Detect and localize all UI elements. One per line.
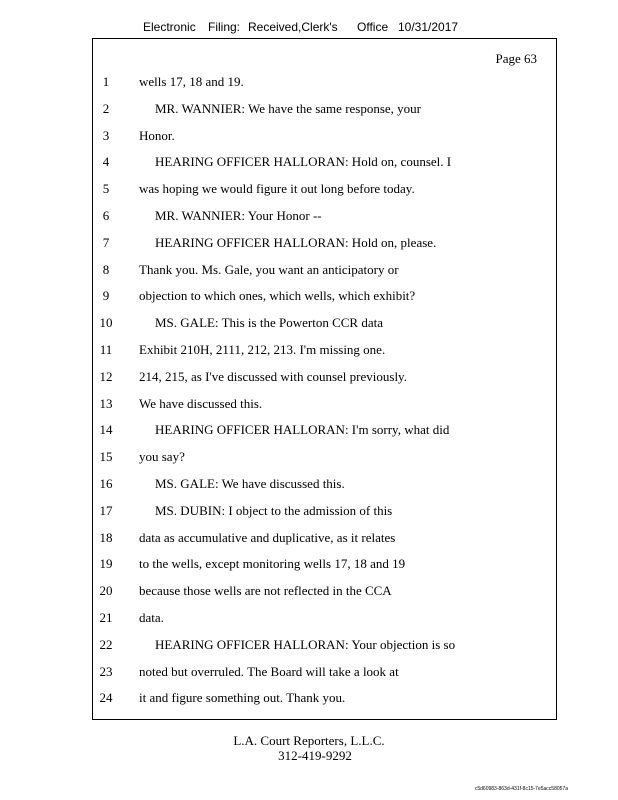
transcript-lines bbox=[93, 69, 556, 712]
filing-stamp-header bbox=[0, 20, 618, 38]
filing-stamp-part: Received,Clerk's bbox=[248, 20, 338, 34]
filing-stamp-date: 10/31/2017 bbox=[398, 20, 459, 34]
line-number: 15 bbox=[99, 449, 113, 465]
transcript-line bbox=[93, 337, 556, 364]
court-reporter-name: L.A. Court Reporters, L.L.C. bbox=[233, 733, 385, 748]
line-text: objection to which ones, which wells, which exhibit? bbox=[139, 288, 416, 304]
line-text: wells 17, 18 and 19. bbox=[139, 74, 244, 89]
court-reporter-phone: 312-419-9292 bbox=[278, 748, 352, 763]
transcript-line bbox=[93, 310, 556, 337]
line-number: 7 bbox=[102, 234, 110, 250]
line-text: HEARING OFFICER HALLORAN: Your objection is so bbox=[155, 636, 456, 652]
line-text: MR. WANNIER: We have the same response, your bbox=[155, 100, 422, 116]
line-text: Thank you. Ms. Gale, you want an anticipatory or bbox=[139, 261, 399, 277]
transcript-line bbox=[93, 551, 556, 578]
line-number: 20 bbox=[99, 583, 113, 599]
line-text: Exhibit 210H, 2111, 212, 213. I'm missing one. bbox=[139, 341, 386, 357]
transcript-line bbox=[93, 283, 556, 310]
line-number: 24 bbox=[99, 690, 113, 706]
transcript-line bbox=[93, 525, 556, 552]
line-text: 214, 215, as I've discussed with counsel previously. bbox=[139, 368, 407, 384]
filing-stamp-part: Filing: bbox=[208, 20, 241, 34]
line-text: noted but overruled. The Board will take a look at bbox=[139, 663, 399, 679]
transcript-line bbox=[93, 203, 556, 230]
transcript-line bbox=[93, 149, 556, 176]
line-number: 4 bbox=[102, 154, 110, 170]
line-number: 6 bbox=[102, 207, 110, 223]
transcript-line bbox=[93, 69, 556, 96]
line-text: HEARING OFFICER HALLORAN: I'm sorry, what did bbox=[155, 422, 450, 438]
line-text: MS. GALE: This is the Powerton CCR data bbox=[155, 315, 383, 331]
line-number: 1 bbox=[102, 74, 110, 89]
line-text: data. bbox=[139, 609, 164, 625]
line-number: 14 bbox=[99, 422, 113, 438]
page-number: Page 63 bbox=[495, 51, 537, 66]
transcript-line bbox=[93, 391, 556, 418]
line-text: because those wells are not reflected in the CCA bbox=[139, 583, 392, 599]
transcript-line bbox=[93, 444, 556, 471]
line-number: 18 bbox=[99, 529, 113, 545]
filing-stamp-part: Office bbox=[357, 20, 389, 34]
line-number: 16 bbox=[99, 475, 113, 491]
line-text: MR. WANNIER: Your Honor -- bbox=[155, 207, 322, 223]
transcript-line bbox=[93, 176, 556, 203]
line-text: it and figure something out. Thank you. bbox=[139, 690, 346, 706]
line-text: you say? bbox=[139, 449, 185, 465]
transcript-line bbox=[93, 417, 556, 444]
line-text: HEARING OFFICER HALLORAN: Hold on, please. bbox=[155, 234, 437, 250]
transcript-line bbox=[93, 685, 556, 712]
filing-stamp-part: Electronic bbox=[143, 20, 196, 34]
line-number: 3 bbox=[102, 127, 110, 143]
line-text: to the wells, except monitoring wells 17, 18 and 19 bbox=[139, 556, 406, 572]
transcript-line bbox=[93, 498, 556, 525]
line-number: 19 bbox=[99, 556, 113, 572]
transcript-line bbox=[93, 659, 556, 686]
line-number: 17 bbox=[99, 502, 113, 518]
transcript-line bbox=[93, 230, 556, 257]
line-text: We have discussed this. bbox=[139, 395, 263, 411]
line-number: 2 bbox=[102, 100, 110, 116]
transcript-line bbox=[93, 471, 556, 498]
transcript-line bbox=[93, 123, 556, 150]
line-number: 11 bbox=[99, 341, 113, 357]
transcript-line bbox=[93, 96, 556, 123]
line-text: MS. GALE: We have discussed this. bbox=[155, 475, 345, 491]
line-number: 12 bbox=[99, 368, 113, 384]
transcript-page bbox=[92, 38, 557, 720]
line-number: 8 bbox=[102, 261, 110, 277]
line-text: Honor. bbox=[139, 127, 175, 143]
line-text: MS. DUBIN: I object to the admission of this bbox=[155, 502, 393, 518]
line-number: 10 bbox=[99, 315, 113, 331]
line-text: HEARING OFFICER HALLORAN: Hold on, counsel. I bbox=[155, 154, 452, 170]
line-text: data as accumulative and duplicative, as it relates bbox=[139, 529, 396, 545]
line-number: 22 bbox=[99, 636, 113, 652]
transcript-line bbox=[93, 257, 556, 284]
line-number: 9 bbox=[102, 288, 110, 304]
transcript-line bbox=[93, 632, 556, 659]
document-id: c5d60983-863d-431f-8c15-7e5acc58057a bbox=[474, 786, 568, 792]
line-text: was hoping we would figure it out long before today. bbox=[139, 181, 415, 197]
line-number: 5 bbox=[102, 181, 110, 197]
transcript-line bbox=[93, 605, 556, 632]
line-number: 13 bbox=[99, 395, 113, 411]
transcript-line bbox=[93, 578, 556, 605]
transcript-line bbox=[93, 364, 556, 391]
line-number: 21 bbox=[99, 609, 113, 625]
line-number: 23 bbox=[99, 663, 113, 679]
